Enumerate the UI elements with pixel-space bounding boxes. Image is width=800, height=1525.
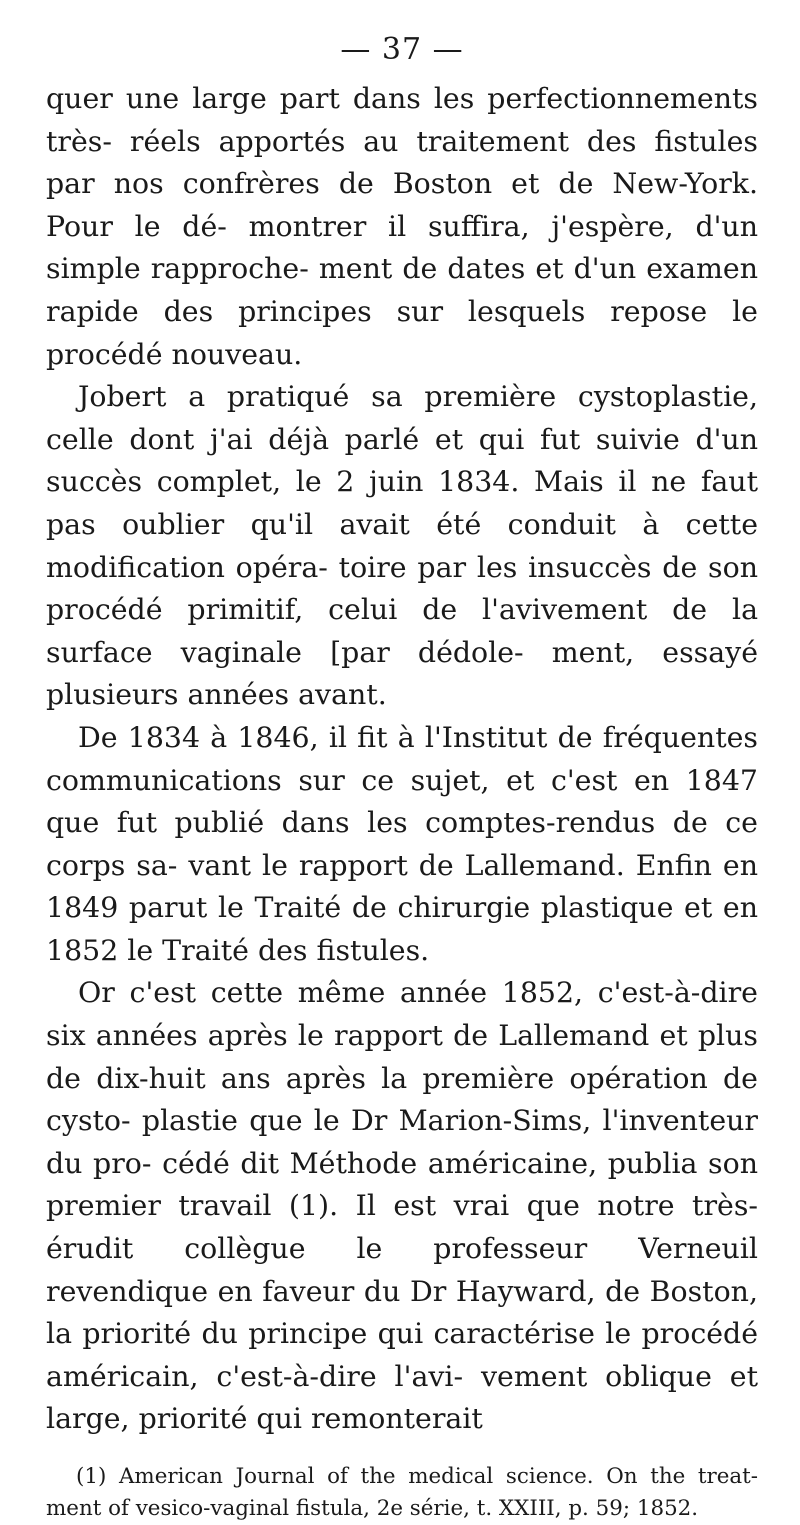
text-line: ment, essayé plusieurs années avant.	[46, 635, 758, 712]
text-line: caractérise le procédé américain, c'est-à-dire l'avi-	[46, 1317, 758, 1393]
paragraph-4	[46, 972, 758, 1441]
paragraph-1	[46, 78, 758, 376]
text-line: vement oblique et large, priorité qui remonterait	[46, 1359, 758, 1436]
text-line: dont j'ai déjà parlé et qui fut suivie d'un succès	[46, 422, 758, 499]
text-line: dix-huit ans après la première opération de cysto-	[46, 1061, 758, 1138]
main-text	[46, 78, 758, 1441]
text-line: confrères de Boston et de New-York. Pour le dé-	[46, 167, 758, 243]
text-line: le professeur Verneuil revendique en faveur du	[46, 1232, 759, 1308]
text-line: communications sur ce sujet, et c'est en 1847 que	[46, 763, 758, 840]
paragraph-3	[46, 717, 758, 973]
paragraph-2	[46, 376, 758, 717]
footnote-line: (1) American Journal of the medical science. On the treat-	[76, 1464, 758, 1489]
text-line: De 1834 à 1846, il fit à l'Institut de fréquentes	[78, 720, 758, 754]
book-page	[46, 30, 758, 1525]
text-line: cédé dit Méthode américaine, publia son premier	[46, 1146, 758, 1223]
text-line: réels apportés au traitement des fistules par nos	[46, 124, 759, 201]
footnote-text	[46, 1461, 758, 1525]
page-number: — 37 —	[340, 32, 464, 67]
text-line: Or c'est cette même année 1852, c'est-à-dire six	[46, 976, 758, 1053]
text-line: quer une large part dans les perfectionnements très-	[46, 82, 758, 158]
text-line: ment de dates et d'un examen rapide des principes	[46, 252, 758, 328]
text-line: de l'avivement de la surface vaginale [par dédole-	[46, 593, 759, 669]
text-line: fut publié dans les comptes-rendus de ce corps sa-	[46, 806, 758, 882]
text-line: plastie que le Dr Marion-Sims, l'inventeur du pro-	[46, 1104, 758, 1180]
text-line: vant le rapport de Lallemand. Enfin en 1849 parut	[46, 848, 759, 925]
text-line: des fistules.	[257, 933, 430, 967]
text-line: toire par les insuccès de son procédé primitif, celui	[46, 550, 758, 627]
text-line: Jobert a pratiqué sa première cystoplastie, celle	[46, 380, 758, 456]
text-line: montrer il suffira, j'espère, d'un simple rapproche-	[46, 209, 759, 286]
text-line: qu'il avait été conduit à cette modification opéra-	[46, 507, 758, 584]
footnote-line: ment of vesico-vaginal fistula, 2e série, t. XXIII, p. 59; 1852.	[46, 1496, 699, 1521]
text-line: années après le rapport de Lallemand et plus de	[46, 1019, 758, 1095]
text-line: Dr Hayward, de Boston, la priorité du principe qui	[46, 1274, 758, 1351]
text-line: sur lesquels repose le procédé nouveau.	[46, 294, 758, 371]
footnote	[46, 1461, 758, 1525]
text-line: complet, le 2 juin 1834. Mais il ne faut pas oublier	[46, 465, 758, 541]
text-line: travail (1). Il est vrai que notre très-érudit collègue	[46, 1189, 758, 1266]
text-line: le Traité de chirurgie plastique et en 1852 le Traité	[46, 891, 758, 967]
